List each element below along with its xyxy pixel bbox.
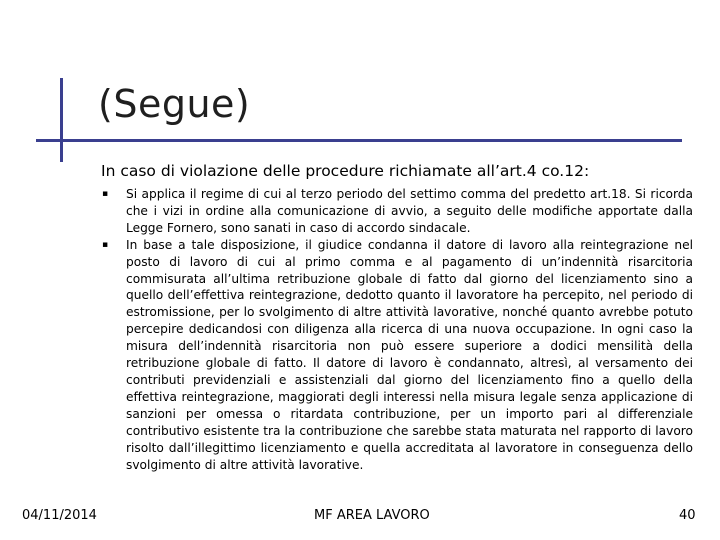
bullet-text: Si applica il regime di cui al terzo periodo del settimo comma del predetto art.18. Si ricorda che i vizi in ordine alla comunicazione di avvio, a seguito delle modifiche apportate dalla Legge Fornero, sono sanati in caso di accordo sindacale. xyxy=(126,187,693,235)
bullet-item xyxy=(101,237,693,474)
bullet-text: In base a tale disposizione, il giudice condanna il datore di lavoro alla reintegrazione nel posto di lavoro di cui al primo comma e al pagamento di un’indennità risarcitoria commisurata all’ultima retribuzione globale di fatto dal giorno del licenziamento sino a quello dell’effettiva reintegrazione, dedotto quanto il lavoratore ha percepito, nel periodo di estromissione, per lo svolgimento di altre attività lavorative, nonché quanto avrebbe potuto percepire dedicandosi con diligenza alla ricerca di una nuova occupazione. In ogni caso la misura dell’indennità risarcitoria non può essere superiore a dodici mensilità della retribuzione globale di fatto. Il datore di lavoro è condannato, altresì, al versamento dei contributi previdenziali e assistenziali dal giorno del licenziamento fino a quello della effettiva reintegrazione, maggiorati degli interessi nella misura legale senza applicazione di sanzioni per omessa o ritardata contribuzione, per un importo pari al differenziale contributivo esistente tra la contribuzione che sarebbe stata maturata nel rapporto di lavoro risolto dall’illegittimo licenziamento e quella accreditata al lavoratore in conseguenza dello svolgimento di altre attività lavorative. xyxy=(126,237,693,472)
footer-label: MF AREA LAVORO xyxy=(314,508,430,523)
page-number: 40 xyxy=(679,508,696,523)
slide-title: (Segue) xyxy=(98,82,251,126)
bullet-square-icon: ▪ xyxy=(102,239,109,250)
bullet-list xyxy=(101,186,693,473)
title-horizontal-rule xyxy=(36,139,682,142)
section-heading: In caso di violazione delle procedure richiamate all’art.4 co.12: xyxy=(101,162,590,180)
title-vertical-rule xyxy=(60,78,63,162)
footer-date: 04/11/2014 xyxy=(22,508,97,523)
bullet-square-icon: ▪ xyxy=(102,189,109,199)
bullet-item xyxy=(101,186,693,237)
